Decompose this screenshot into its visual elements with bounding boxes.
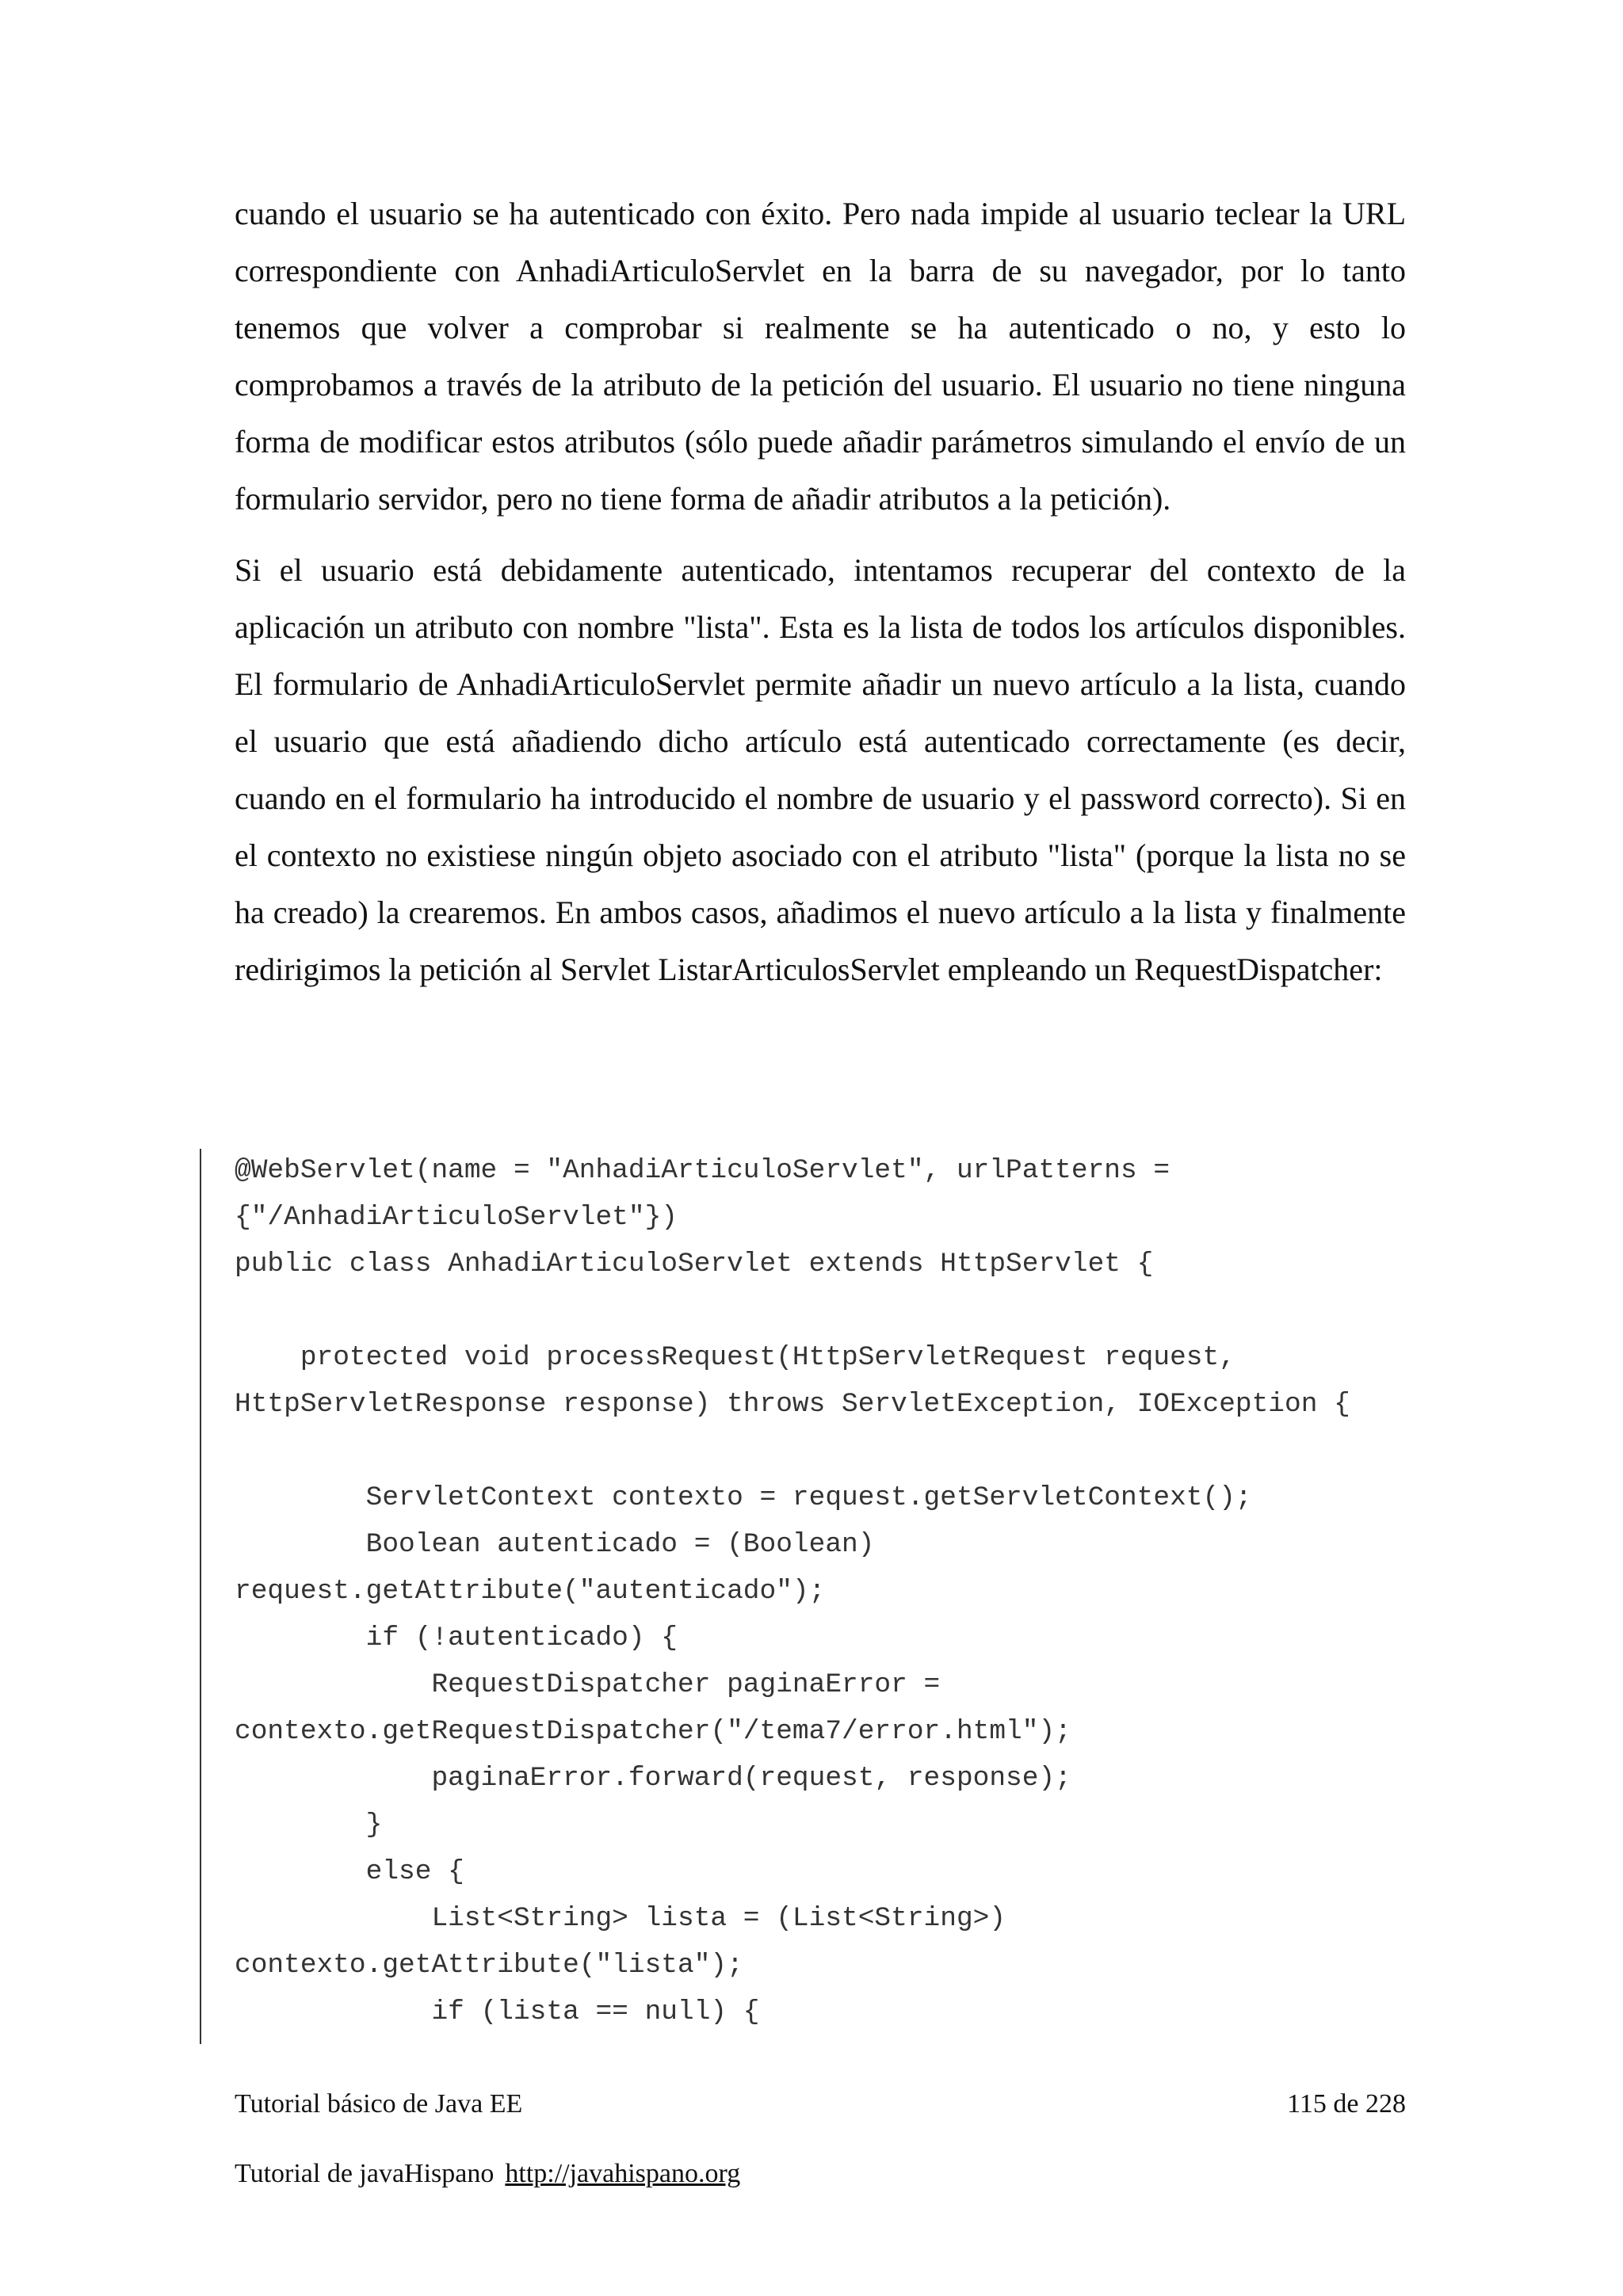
body-paragraph-2: Si el usuario está debidamente autenticado, intentamos recuperar del contexto de la aplicación un atributo con nombre "lista". Esta es la lista de todos los artículos disponibles. El formulario de AnhadiArticuloServlet permite añadir un nuevo artículo a la lista, cuando el usuario que está añadiendo dicho artículo está autenticado correctamente (es decir, cuando en el formulario ha introducido el nombre de usuario y el password correcto). Si en el contexto no existiese ningún objeto asociado con el atributo "lista" (porque la lista no se ha creado) la crearemos. En ambos casos, añadimos el nuevo artículo a la lista y finalmente redirigimos la petición al Servlet ListarArticulosServlet empleando un RequestDispatcher: bbox=[235, 552, 1406, 987]
code-block-left-rule bbox=[200, 1149, 201, 2044]
footer-publisher-link[interactable]: http://javahispano.org bbox=[505, 2159, 741, 2188]
code-listing: @WebServlet(name = "AnhadiArticuloServlet", urlPatterns = {"/AnhadiArticuloServlet"}) public class AnhadiArticuloServlet extends HttpServlet { protected void processRequest(HttpServletRequest request, HttpServletResponse response) throws ServletException, IOException { ServletContext contexto = request.getServletContext(); Boolean autenticado = (Boolean) request.getAttribute("autenticado"); if (!autenticado) { RequestDispatcher paginaError = contexto.getRequestDispatcher("/tema7/error.html"); paginaError.forward(request, response); } else { List<String> lista = (List<String>) contexto.getAttribute("lista"); if (lista == null) { bbox=[235, 1155, 1350, 2027]
footer-publisher-line bbox=[235, 2155, 740, 2193]
body-paragraph-1: cuando el usuario se ha autenticado con éxito. Pero nada impide al usuario teclear la URL correspondiente con AnhadiArticuloServlet en la barra de su navegador, por lo tanto tenemos que volver a comprobar si realmente se ha autenticado o no, y esto lo comprobamos a través de la atributo de la petición del usuario. El usuario no tiene ninguna forma de modificar estos atributos (sólo puede añadir parámetros simulando el envío de un formulario servidor, pero no tiene forma de añadir atributos a la petición). bbox=[235, 196, 1406, 517]
footer-book-title: Tutorial básico de Java EE bbox=[235, 2089, 523, 2119]
footer-page-number: 115 de 228 bbox=[1287, 2089, 1406, 2119]
footer-publisher-text: Tutorial de javaHispano bbox=[235, 2159, 495, 2188]
